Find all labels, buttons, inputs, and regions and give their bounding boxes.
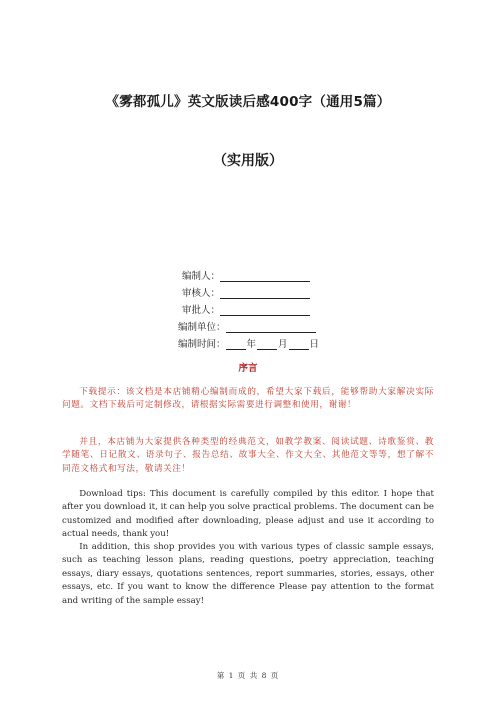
document-meta-form (178, 265, 320, 350)
month-unit: 月 (278, 339, 288, 350)
preface-en-paragraph-1: Download tips: This document is carefully compiled by this editor. I hope that after you download it, it can help you solve practical problems. The document can be customized and modified after downloading, please adjust and use it according to actual needs, thank you! (62, 489, 434, 540)
page-indicator: 第 1 页 共 8 页 (216, 671, 280, 680)
year-field (226, 338, 246, 350)
approver-row (178, 299, 320, 316)
approver-field (220, 304, 310, 316)
preface-title: 序言 (238, 363, 258, 374)
approver-label: 审批人： (182, 305, 221, 316)
unit-label: 编制单位： (178, 322, 226, 333)
editor-label: 编制人： (182, 271, 221, 282)
reviewer-row (178, 282, 320, 299)
date-label: 编制时间： (178, 339, 226, 350)
preface-en-paragraph-2: In addition, this shop provides you with various types of classic sample essays, such as teaching lesson plans, reading questions, poetry appreciation, teaching essays, diary essays, quotations sentences, report summaries, stories, essays, other essays, etc. If you want to know the difference Please pay attention to the format and writing of the sample essay! (62, 542, 434, 606)
unit-row (178, 316, 320, 333)
day-field (289, 338, 309, 350)
year-unit: 年 (246, 339, 257, 350)
date-row (178, 333, 320, 350)
preface-cn-paragraph-2: 并且，本店铺为大家提供各种类型的经典范文，如教学教案、阅读试题、诗歌鉴赏、教学随笔、日记散文、语录句子、报告总结、故事大全、作文大全、其他范文等等，想了解不同范文格式和写法，敬请关注！ (62, 437, 434, 474)
reviewer-field (220, 287, 310, 299)
preface-cn-paragraph-1: 下载提示：该文档是本店铺精心编制而成的，希望大家下载后，能够帮助大家解决实际问题。文档下载后可定制修改，请根据实际需要进行调整和使用，谢谢！ (62, 387, 434, 411)
editor-field (220, 270, 310, 282)
reviewer-label: 审核人： (182, 288, 221, 299)
month-field (257, 338, 277, 350)
unit-field (226, 321, 316, 333)
day-unit: 日 (309, 339, 320, 350)
editor-row (178, 265, 320, 282)
document-title: 《雾都孤儿》英文版读后感400字（通用5篇） (105, 94, 391, 110)
document-subtitle: （实用版） (213, 153, 283, 169)
